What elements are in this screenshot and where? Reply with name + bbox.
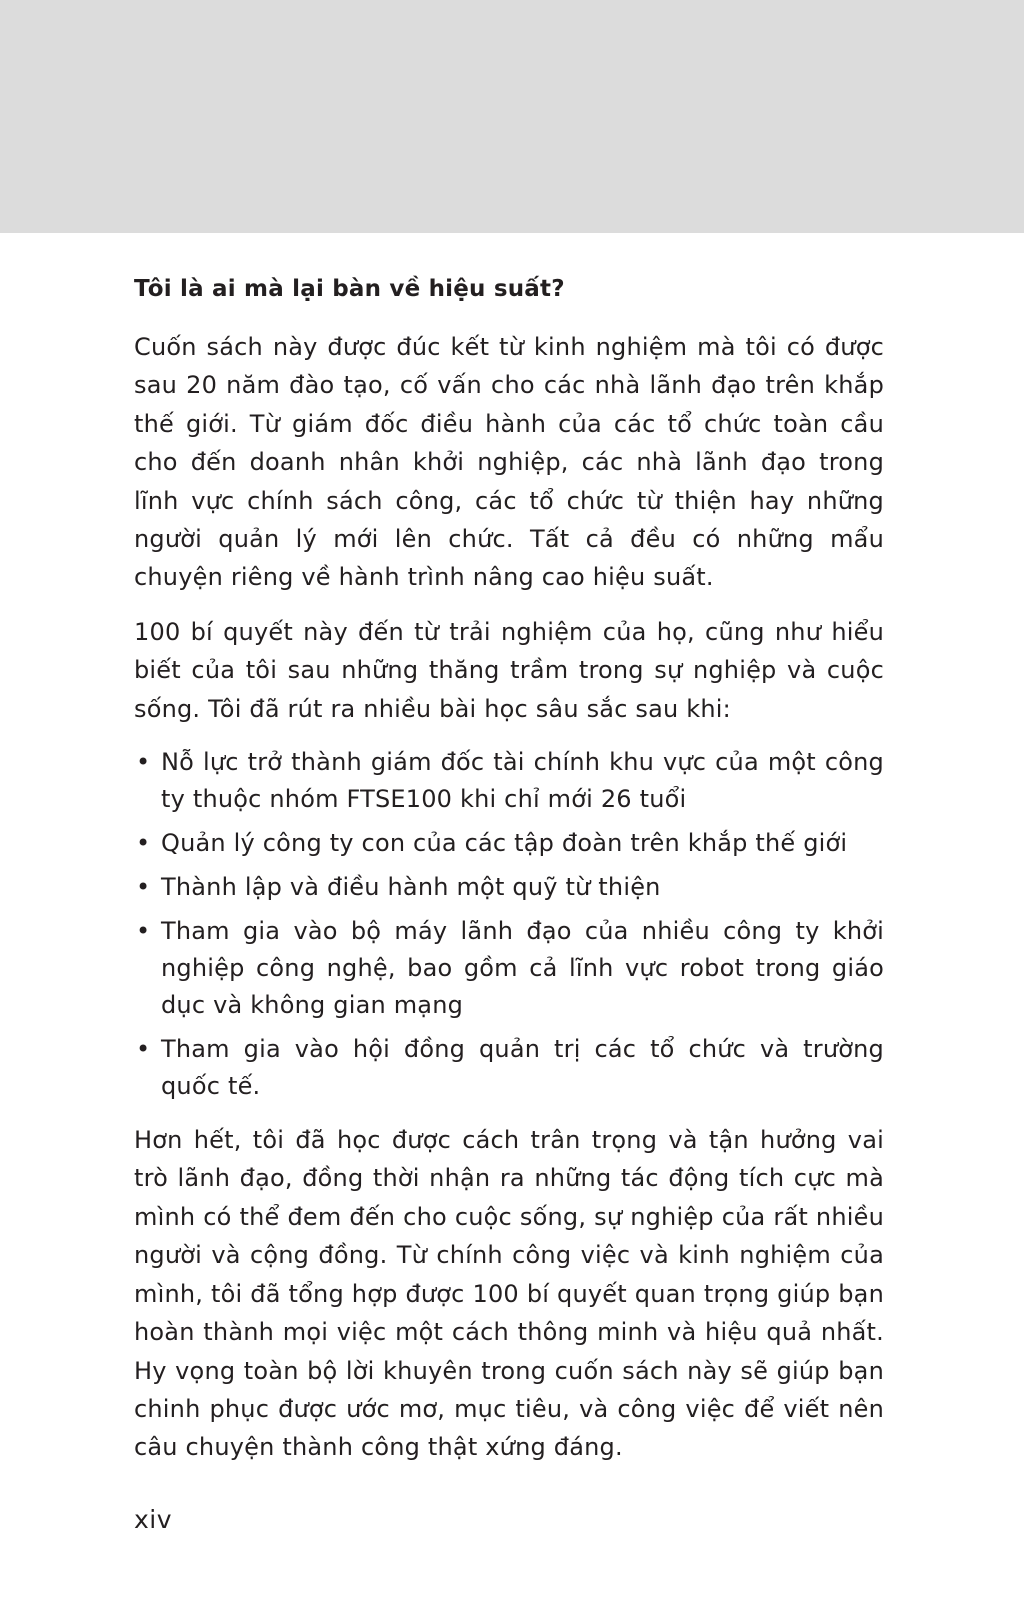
bullet-dot-icon: • bbox=[136, 829, 151, 858]
bullet-dot-icon: • bbox=[136, 917, 151, 946]
list-item-text: Tham gia vào hội đồng quản trị các tổ chức và trường quốc tế. bbox=[161, 1035, 884, 1101]
paragraph-lessons-lead: 100 bí quyết này đến từ trải nghiệm của họ, cũng như hiểu biết của tôi sau những thăng trầm trong sự nghiệp và cuộc sống. Tôi đã rút ra nhiều bài học sâu sắc sau khi: bbox=[134, 617, 884, 723]
list-item bbox=[134, 1031, 884, 1105]
top-gray-band bbox=[0, 0, 1024, 233]
list-item-text: Quản lý công ty con của các tập đoàn trên khắp thế giới bbox=[161, 829, 848, 858]
lessons-list bbox=[134, 744, 884, 1105]
list-item-text: Thành lập và điều hành một quỹ từ thiện bbox=[161, 873, 661, 902]
section-heading: Tôi là ai mà lại bàn về hiệu suất? bbox=[134, 276, 565, 302]
paragraph-conclusion: Hơn hết, tôi đã học được cách trân trọng và tận hưởng vai trò lãnh đạo, đồng thời nhận ra những tác động tích cực mà mình có thể đem đến cho cuộc sống, sự nghiệp của rất nhiều người và cộng đồng. Từ chính công việc và kinh nghiệm của mình, tôi đã tổng hợp được 100 bí quyết quan trọng giúp bạn hoàn thành mọi việc một cách thông minh và hiệu quả nhất. Hy vọng toàn bộ lời khuyên trong cuốn sách này sẽ giúp bạn chinh phục được ước mơ, mục tiêu, và công việc để viết nên câu chuyện thành công thật xứng đáng. bbox=[134, 1126, 884, 1462]
list-item bbox=[134, 744, 884, 818]
list-item-text: Nỗ lực trở thành giám đốc tài chính khu vực của một công ty thuộc nhóm FTSE100 khi chỉ mới 26 tuổi bbox=[161, 748, 884, 814]
bullet-dot-icon: • bbox=[136, 873, 151, 902]
bullet-dot-icon: • bbox=[136, 748, 151, 777]
list-item bbox=[134, 825, 884, 862]
page-number: xiv bbox=[134, 1505, 173, 1534]
list-item bbox=[134, 869, 884, 906]
list-item bbox=[134, 913, 884, 1024]
bullet-dot-icon: • bbox=[136, 1035, 151, 1064]
paragraph-intro: Cuốn sách này được đúc kết từ kinh nghiệm mà tôi có được sau 20 năm đào tạo, cố vấn cho các nhà lãnh đạo trên khắp thế giới. Từ giám đốc điều hành của các tổ chức toàn cầu cho đến doanh nhân khởi nghiệp, các nhà lãnh đạo trong lĩnh vực chính sách công, các tổ chức từ thiện hay những người quản lý mới lên chức. Tất cả đều có những mẩu chuyện riêng về hành trình nâng cao hiệu suất. bbox=[134, 333, 884, 592]
page-content bbox=[134, 272, 884, 1483]
list-item-text: Tham gia vào bộ máy lãnh đạo của nhiều công ty khởi nghiệp công nghệ, bao gồm cả lĩnh vực robot trong giáo dục và không gian mạng bbox=[161, 917, 884, 1020]
